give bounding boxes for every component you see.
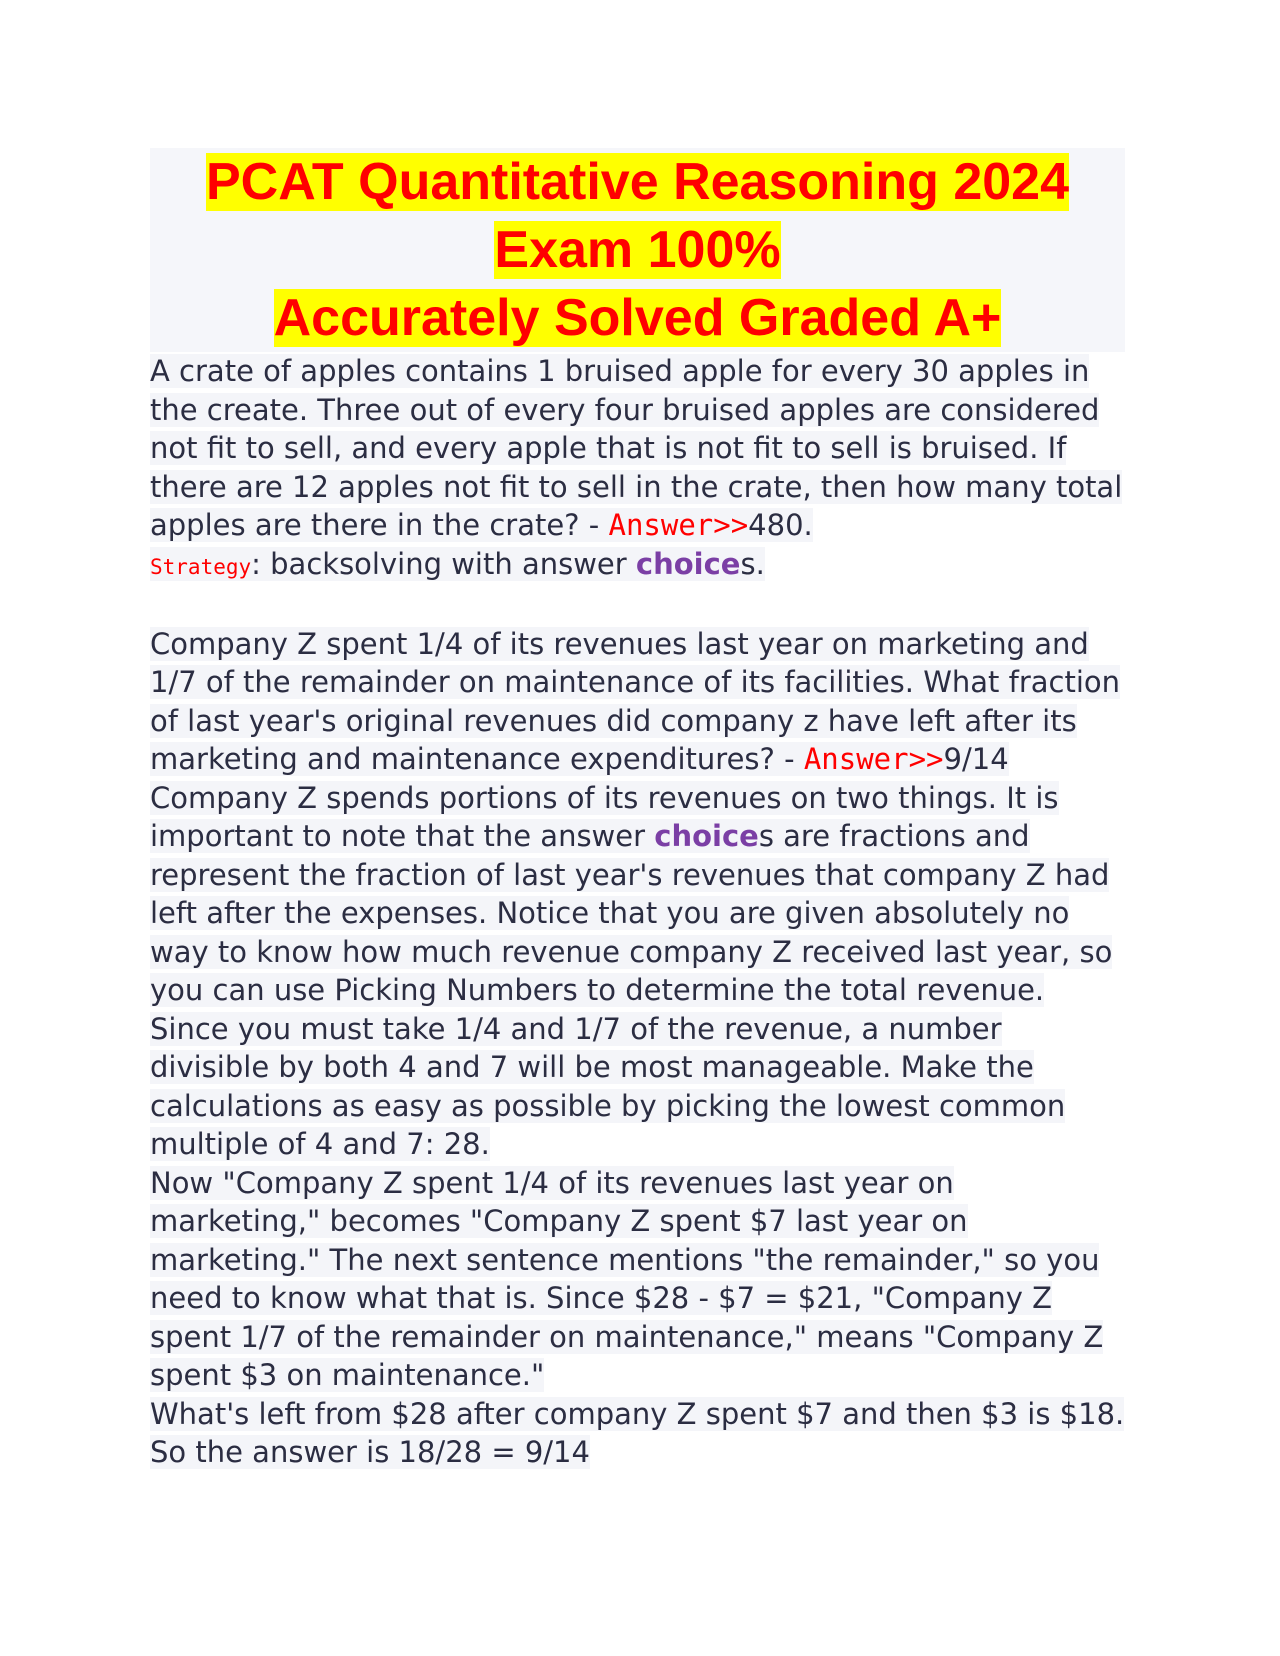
strategy-line	[150, 545, 1125, 587]
document-page	[150, 148, 1125, 1472]
title-line-1: PCAT Quantitative Reasoning 2024	[205, 153, 1070, 211]
explanation-2-text: Now "Company Z spent 1/4 of its revenues last year on marketing," becomes "Company Z spent $7 last year on marketing." The next sentence mentions "the remainder," so you need to know what that is. Since $28 - $7 = $21, "Company Z spent 1/7 of the remainder on maintenance," means "Company Z spent $3 on maintenance."	[150, 1165, 1104, 1392]
strategy-text-end: s.	[740, 546, 765, 581]
keyword-choice: choice	[654, 819, 759, 853]
question-1	[150, 352, 1125, 545]
blank-line	[150, 586, 1125, 625]
question-2	[150, 625, 1125, 779]
question-1-text: A crate of apples contains 1 bruised apple for every 30 apples in the create. Three out of every four bruised apples are considered not fit to sell, and every apple that is not fit to sell is bruised. If there are 12 apples not fit to sell in the crate, then how many total apples are there in the crate? -	[150, 354, 1123, 542]
question-2-answer: 9/14	[943, 742, 1009, 776]
explanation-2	[150, 1164, 1125, 1395]
answer-label: Answer>>	[803, 742, 944, 776]
explanation-3	[150, 1395, 1125, 1472]
answer-label: Answer>>	[608, 508, 749, 542]
document-body	[150, 352, 1125, 1472]
explanation-1-text: Company Z spends portions of its revenues on two things. It is important to note that the answer	[150, 780, 1059, 853]
title-line-2: Exam 100%	[494, 221, 781, 279]
title-line-3: Accurately Solved Graded A+	[273, 289, 1002, 347]
explanation-1	[150, 779, 1125, 1164]
question-1-answer: 480.	[748, 508, 813, 542]
question-2-text: Company Z spent 1/4 of its revenues last year on marketing and 1/7 of the remainder on maintenance of its facilities. What fraction of last year's original revenues did company z have left after its marketing and maintenance expenditures? -	[150, 626, 1121, 776]
explanation-3-text: What's left from $28 after company Z spent $7 and then $3 is $18. So the answer is 18/28 = 9/14	[150, 1396, 1125, 1469]
strategy-label: Strategy	[150, 554, 252, 579]
explanation-1-text-end: s are fractions and represent the fraction of last year's revenues that company Z had left after the expenses. Notice that you are given absolutely no way to know how much revenue company Z received last year, so you can use Picking Numbers to determine the total revenue. Since you must take 1/4 and 1/7 of the revenue, a number divisible by both 4 and 7 will be most manageable. Make the calculations as easy as possible by picking the lowest common multiple of 4 and 7: 28.	[150, 819, 1113, 1161]
document-title	[150, 148, 1125, 352]
keyword-choice: choice	[635, 546, 741, 581]
strategy-text: : backsolving with answer	[251, 546, 636, 581]
